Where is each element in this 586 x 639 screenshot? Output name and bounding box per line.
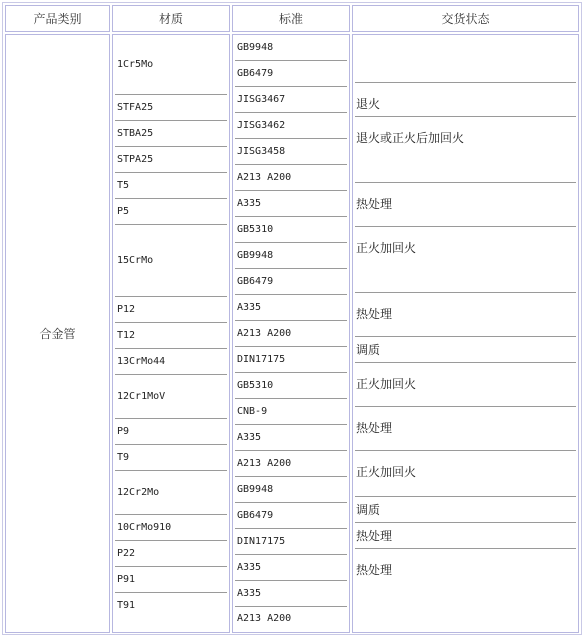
standard-cell: GB6479: [235, 61, 347, 87]
header-material: 材质: [112, 5, 230, 32]
material-cell: 15CrMo: [115, 225, 227, 297]
delivery-column: [352, 34, 579, 633]
delivery-cell: 热处理: [355, 407, 576, 451]
delivery-cell: 调质: [355, 497, 576, 523]
category-cell: [5, 34, 110, 633]
standard-cell: GB6479: [235, 269, 347, 295]
material-cell: P91: [115, 567, 227, 593]
standard-cell: CNB-9: [235, 399, 347, 425]
material-cell: 12Cr1MoV: [115, 375, 227, 419]
delivery-cell: 热处理: [355, 293, 576, 337]
standard-cell: A335: [235, 581, 347, 607]
standard-cell: A335: [235, 425, 347, 451]
standard-cell: A213 A200: [235, 451, 347, 477]
delivery-cell: 退火或正火后加回火: [355, 117, 576, 183]
material-cell: 1Cr5Mo: [115, 35, 227, 95]
header-standard: 标准: [232, 5, 350, 32]
standard-cell: A335: [235, 295, 347, 321]
material-cell: P22: [115, 541, 227, 567]
standard-cell: GB5310: [235, 217, 347, 243]
material-cell: T91: [117, 600, 136, 611]
standard-cell: DIN17175: [235, 529, 347, 555]
delivery-cell: 正火加回火: [355, 363, 576, 407]
delivery-cell: 热处理: [355, 523, 576, 549]
standard-cell: A335: [235, 555, 347, 581]
standard-cell: DIN17175: [235, 347, 347, 373]
standard-cell: GB6479: [235, 503, 347, 529]
table-frame: [2, 2, 582, 635]
material-cell: T9: [115, 445, 227, 471]
standard-cell: GB9948: [235, 477, 347, 503]
header-category: 产品类别: [5, 5, 110, 32]
material-cell: T12: [115, 323, 227, 349]
delivery-cell: [355, 35, 576, 83]
standard-cell: GB9948: [235, 35, 347, 61]
material-cell: 13CrMo44: [115, 349, 227, 375]
material-column: [112, 34, 230, 633]
standard-cell: A213 A200: [237, 613, 292, 624]
standard-cell: GB5310: [235, 373, 347, 399]
standard-cell: A213 A200: [235, 321, 347, 347]
standard-column: [232, 34, 350, 633]
standard-cell: JISG3458: [235, 139, 347, 165]
delivery-cell: 热处理: [355, 183, 576, 227]
material-cell: P12: [115, 297, 227, 323]
delivery-cell: 调质: [355, 337, 576, 363]
material-cell: STBA25: [115, 121, 227, 147]
material-cell: T5: [115, 173, 227, 199]
standard-cell: GB9948: [235, 243, 347, 269]
material-cell: STFA25: [115, 95, 227, 121]
delivery-cell: 正火加回火: [355, 227, 576, 293]
material-cell: 10CrMo910: [115, 515, 227, 541]
material-cell: 12Cr2Mo: [115, 471, 227, 515]
delivery-cell: 退火: [355, 83, 576, 117]
standard-cell: JISG3462: [235, 113, 347, 139]
standard-cell: A335: [235, 191, 347, 217]
category-value: 合金管: [39, 327, 76, 341]
material-cell: P9: [115, 419, 227, 445]
material-cell: P5: [115, 199, 227, 225]
header-delivery: 交货状态: [352, 5, 579, 32]
material-cell: STPA25: [115, 147, 227, 173]
standard-cell: A213 A200: [235, 165, 347, 191]
delivery-cell: 热处理: [356, 563, 393, 577]
standard-cell: JISG3467: [235, 87, 347, 113]
delivery-cell: 正火加回火: [355, 451, 576, 497]
